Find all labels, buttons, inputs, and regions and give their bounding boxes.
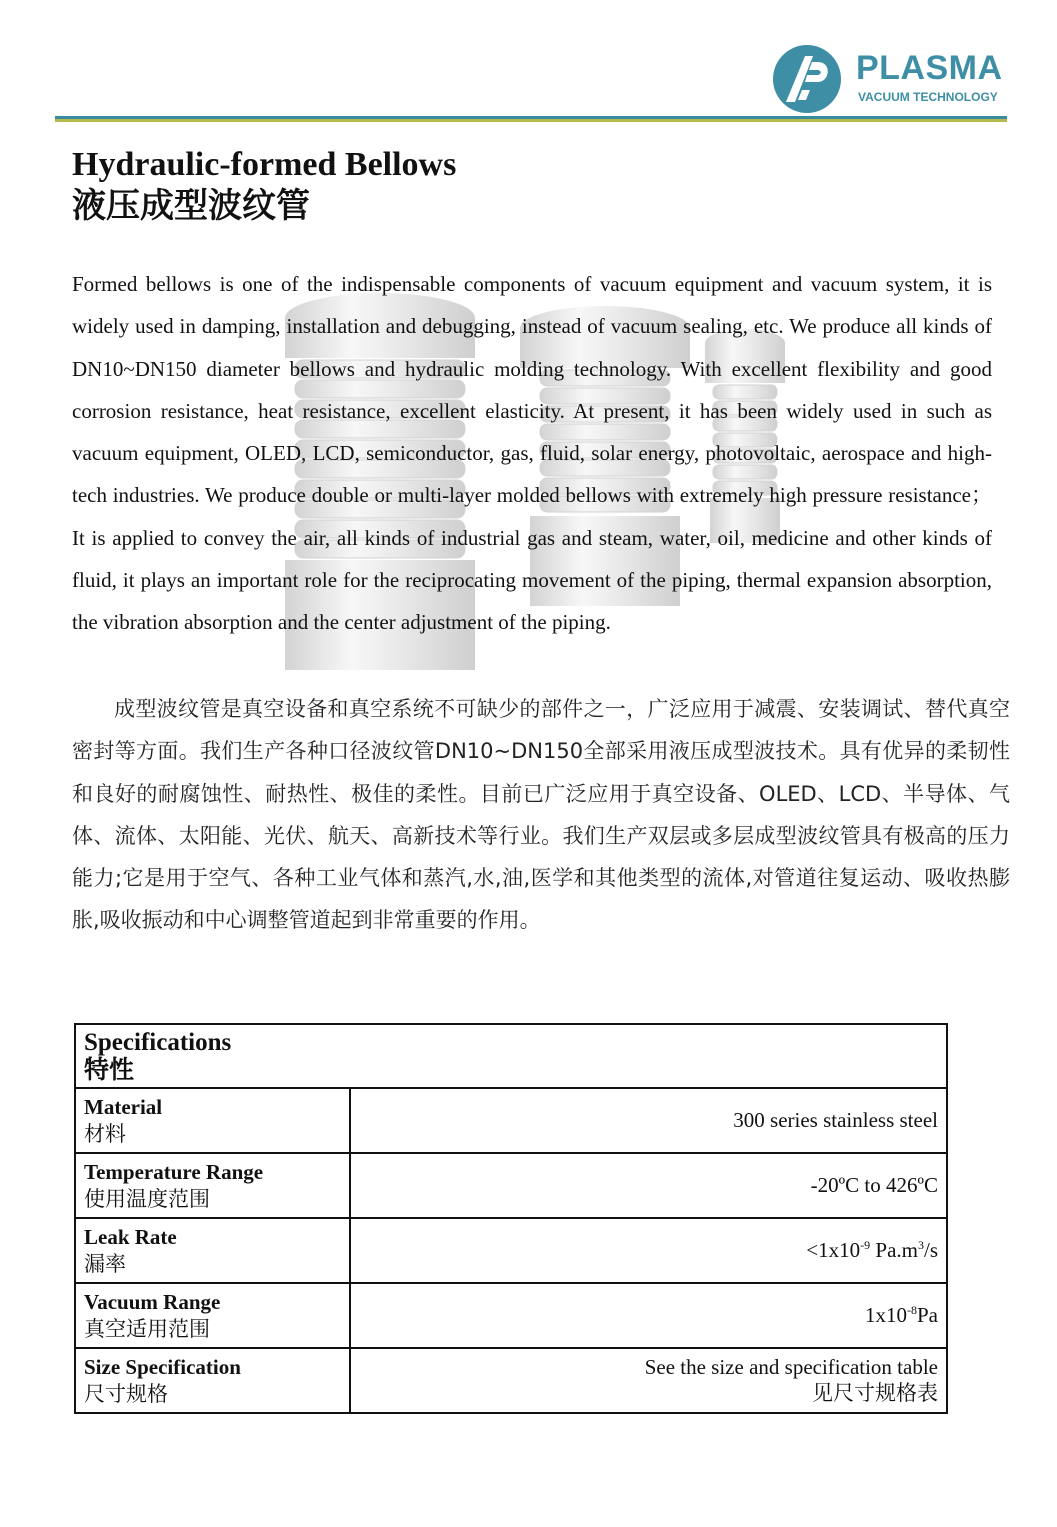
leak-unit-exponent: 3 xyxy=(917,1238,924,1252)
specifications-table xyxy=(74,1023,948,1414)
spec-label-en: Size Specification xyxy=(84,1354,241,1379)
vacuum-unit: Pa xyxy=(917,1303,938,1327)
spec-label-temperature xyxy=(75,1153,350,1218)
leak-tail: /s xyxy=(923,1238,938,1262)
spec-label-en: Material xyxy=(84,1094,163,1119)
spec-value-temperature: -20ºC to 426ºC xyxy=(350,1153,947,1218)
spec-label-en: Temperature Range xyxy=(84,1159,264,1184)
spec-value-material: 300 series stainless steel xyxy=(350,1088,947,1153)
spec-label-material xyxy=(75,1088,350,1153)
spec-row-temperature xyxy=(75,1153,947,1218)
specs-header-zh: 特性 xyxy=(84,1055,135,1084)
size-value-zh: 见尺寸规格表 xyxy=(812,1380,938,1405)
spec-label-zh: 使用温度范围 xyxy=(84,1186,210,1211)
specs-header-cell xyxy=(75,1024,947,1088)
vacuum-exponent: -8 xyxy=(907,1303,917,1317)
brand-name: PLASMA xyxy=(856,49,1003,87)
spec-label-zh: 材料 xyxy=(84,1121,126,1146)
specs-header-en: Specifications xyxy=(84,1029,232,1056)
header-rule xyxy=(55,116,1007,122)
spec-value-vacuum-range xyxy=(350,1283,947,1348)
spec-label-en: Vacuum Range xyxy=(84,1289,221,1314)
plasma-logo-icon xyxy=(772,44,842,114)
spec-label-zh: 漏率 xyxy=(84,1251,126,1276)
spec-label-vacuum-range xyxy=(75,1283,350,1348)
spec-label-zh: 尺寸规格 xyxy=(84,1381,168,1406)
company-logo xyxy=(772,44,1002,114)
spec-row-size xyxy=(75,1348,947,1413)
spec-value-leak-rate xyxy=(350,1218,947,1283)
spec-label-size xyxy=(75,1348,350,1413)
vacuum-base: 1x10 xyxy=(865,1303,907,1327)
spec-label-en: Leak Rate xyxy=(84,1224,177,1249)
spec-row-vacuum-range xyxy=(75,1283,947,1348)
spec-value-size xyxy=(350,1348,947,1413)
size-value-en: See the size and specification table xyxy=(644,1354,938,1379)
leak-base: <1x10 xyxy=(806,1238,861,1262)
description-zh: 成型波纹管是真空设备和真空系统不可缺少的部件之一，广泛应用于减震、安装调试、替代真空密封等方面。我们生产各种口径波纹管DN10~DN150全部采用液压成型波技术。具有优异的柔韧性和良好的耐腐蚀性、耐热性、极佳的柔性。目前已广泛应用于真空设备、OLED、LCD、半导体、气体、流体、太阳能、光伏、航天、高新技术等行业。我们生产双层或多层成型波纹管具有极高的压力能力;它是用于空气、各种工业气体和蒸汽,水,油,医学和其他类型的流体,对管道往复运动、吸收热膨胀,吸收振动和中心调整管道起到非常重要的作用。 xyxy=(72,697,1010,933)
specs-header-row xyxy=(75,1024,947,1088)
spec-row-leak-rate xyxy=(75,1218,947,1283)
spec-label-zh: 真空适用范围 xyxy=(84,1316,210,1341)
leak-exponent: -9 xyxy=(860,1238,871,1252)
brand-tagline: VACUUM TECHNOLOGY xyxy=(858,90,998,104)
leak-unit: Pa.m xyxy=(870,1238,918,1262)
page-title-zh: 液压成型波纹管 xyxy=(72,186,310,226)
spec-label-leak-rate xyxy=(75,1218,350,1283)
page-title-en: Hydraulic-formed Bellows xyxy=(72,146,457,183)
description-en: Formed bellows is one of the indispensable components of vacuum equipment and vacuum system, it is widely used in damping, installation and debugging, instead of vacuum sealing, etc. We produce all kinds of DN10~DN150 diameter bellows and hydraulic molding technology. With excellent flexibility and good corrosion resistance, heat resistance, excellent elasticity. At present, it has been widely used in such as vacuum equipment, OLED, LCD, semiconductor, gas, fluid, solar energy, photovoltaic, aerospace and high-tech industries. We produce double or multi-layer molded bellows with extremely high pressure resistance；It is applied to convey the air, all kinds of industrial gas and steam, water, oil, medicine and other kinds of fluid, it plays an important role for the reciprocating movement of the piping, thermal expansion absorption, the vibration absorption and the center adjustment of the piping. xyxy=(72,272,992,635)
spec-row-material xyxy=(75,1088,947,1153)
